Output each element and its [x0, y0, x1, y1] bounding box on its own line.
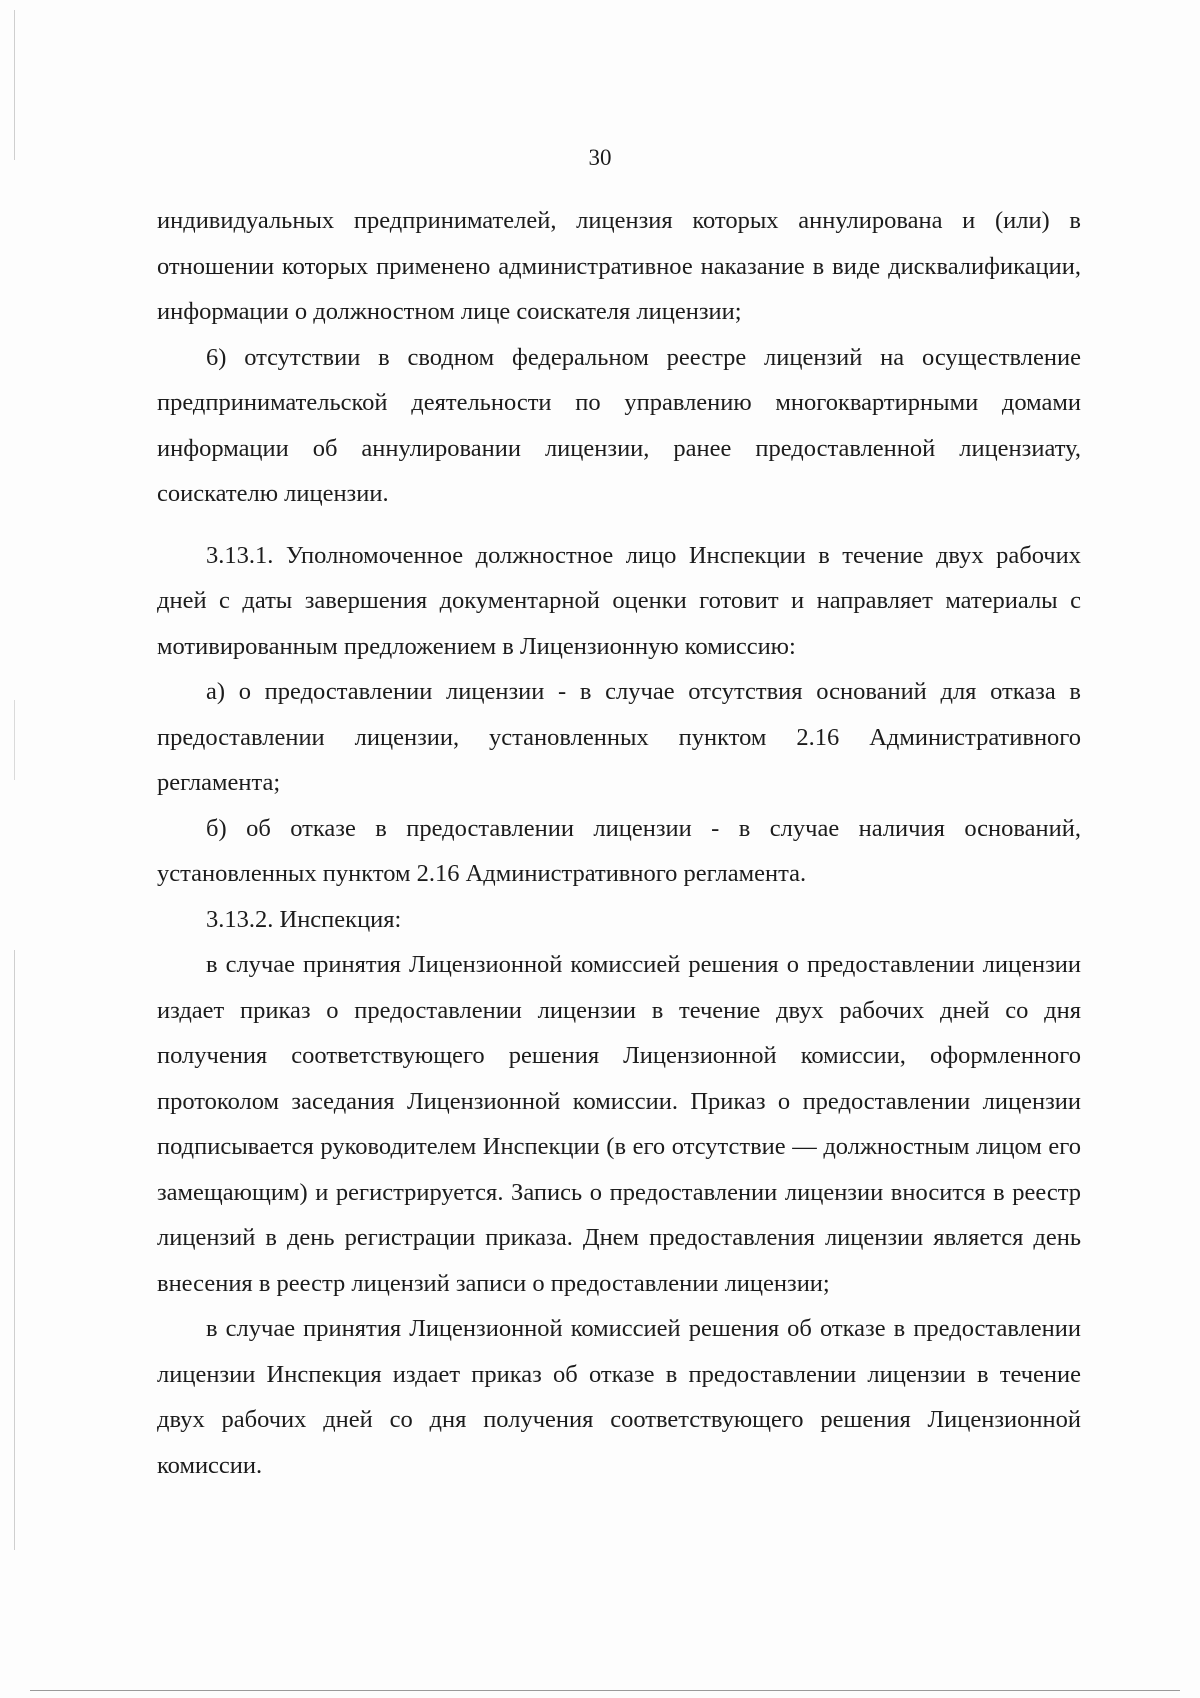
- paragraph-item-b: б) об отказе в предоставлении лицензии - в случае наличия оснований, установленных пунктом 2.16 Административного регламента.: [157, 814, 1081, 887]
- document-body: [157, 198, 1081, 1488]
- page-number: 30: [588, 145, 612, 170]
- paragraph-grant-case: в случае принятия Лицензионной комиссией решения о предоставлении лицензии издает приказ о предоставлении лицензии в течение двух рабочих дней со дня получения соответствующего решения Лицензионной комиссии, оформленного протоколом заседания Лицензионной комиссии. Приказ о предоставлении лицензии подписывается руководителем Инспекции (в его отсутствие — должностным лицом его замещающим) и регистрируется. Запись о предоставлении лицензии вносится в реестр лицензий в день регистрации приказа. Днем предоставления лицензии является день внесения в реестр лицензий записи о предоставлении лицензии;: [157, 951, 1081, 1297]
- scan-edge-mark: [14, 10, 15, 160]
- paragraph-section-3-13-1: 3.13.1. Уполномоченное должностное лицо Инспекции в течение двух рабочих дней с даты завершения документарной оценки готовит и направляет материалы с мотивированным предложением в Лицензионную комиссию:: [157, 541, 1081, 660]
- page-bottom-edge: [30, 1690, 1180, 1691]
- scan-edge-mark: [14, 950, 15, 1550]
- paragraph-item-a: а) о предоставлении лицензии - в случае отсутствия оснований для отказа в предоставлении лицензии, установленных пунктом 2.16 Административного регламента;: [157, 678, 1081, 796]
- paragraph-item-6: 6) отсутствии в сводном федеральном реестре лицензий на осуществление предпринимательской деятельности по управлению многоквартирными домами информации об аннулировании лицензии, ранее предоставленной лицензиату, соискателю лицензии.: [157, 343, 1081, 507]
- paragraph-continuation: индивидуальных предпринимателей, лицензия которых аннулирована и (или) в отношении которых применено административное наказание в виде дисквалификации, информации о должностном лице соискателя лицензии;: [157, 207, 1081, 325]
- paragraph-section-3-13-2: 3.13.2. Инспекция:: [206, 905, 402, 933]
- scan-edge-mark: [14, 700, 15, 780]
- paragraph-refusal-case: в случае принятия Лицензионной комиссией решения об отказе в предоставлении лицензии Инспекция издает приказ об отказе в предоставлении лицензии в течение двух рабочих дней со дня получения соответствующего решения Лицензионной комиссии.: [157, 1315, 1081, 1479]
